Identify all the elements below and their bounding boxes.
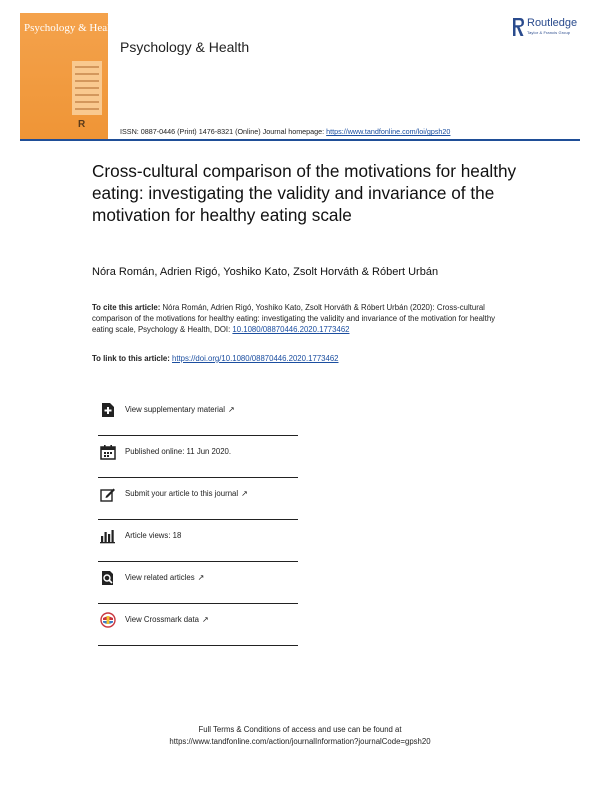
list-item-related[interactable] [98, 562, 298, 604]
list-item-crossmark[interactable] [98, 604, 298, 646]
citation-block [92, 302, 512, 335]
journal-cover [20, 13, 119, 139]
list-item-submit[interactable] [98, 478, 298, 520]
list-item-supplementary[interactable] [98, 394, 298, 436]
article-link-line [92, 354, 339, 363]
cite-label: To cite this article: [92, 303, 161, 312]
calendar-icon [100, 444, 116, 460]
search-document-icon [100, 570, 116, 586]
article-info-list [98, 394, 298, 646]
list-item-label: View Crossmark data [125, 615, 199, 624]
journal-homepage-link[interactable]: https://www.tandfonline.com/loi/gpsh20 [326, 127, 451, 136]
publisher-subtitle: Taylor & Francis Group [527, 30, 571, 35]
article-title: Cross-cultural comparison of the motivations for healthy eating: investigating the validity and invariance of the motivation for healthy eating scale [92, 161, 517, 225]
cite-text: Nóra Román, Adrien Rigó, Yoshiko Kato, Zsolt Horváth & Róbert Urbán (2020): Cross-cultural comparison of the motivations for healthy eating: investigating the validity and invariance of the motivation for healthy eating scale, Psychology & Health, DOI: [92, 303, 496, 334]
header-divider [20, 139, 580, 141]
external-link-icon: ↗ [227, 405, 235, 414]
list-item-published [98, 436, 298, 478]
cover-panel [72, 61, 102, 115]
list-item-label: View related articles [125, 573, 195, 582]
cover-title: Psychology & Health [24, 22, 119, 34]
routledge-icon [511, 16, 525, 38]
crossmark-icon [100, 612, 116, 628]
cover-logo-icon: R [78, 119, 86, 130]
link-label: To link to this article: [92, 354, 170, 363]
article-doi-link[interactable]: https://doi.org/10.1080/08870446.2020.1773462 [172, 354, 339, 363]
list-item-label: Submit your article to this journal [125, 489, 239, 498]
list-item-label: Published online: 11 Jun 2020. [125, 447, 232, 456]
publisher-name: Routledge [527, 17, 578, 29]
external-link-icon: ↗ [201, 615, 209, 624]
issn-line [120, 127, 450, 136]
external-link-icon: ↗ [197, 573, 205, 582]
list-item-label: Article views: 18 [125, 531, 182, 540]
cite-doi-link[interactable]: 10.1080/08870446.2020.1773462 [232, 325, 350, 334]
edit-icon [100, 486, 116, 502]
external-link-icon: ↗ [241, 489, 248, 498]
footer-url[interactable]: https://www.tandfonline.com/action/journalInformation?journalCode=gpsh20 [169, 737, 431, 746]
journal-name: Psychology & Health [120, 39, 250, 55]
issn-text: ISSN: 0887-0446 (Print) 1476-8321 (Online) Journal homepage: [120, 127, 325, 136]
plus-document-icon [100, 402, 116, 418]
article-authors: Nóra Román, Adrien Rigó, Yoshiko Kato, Zsolt Horváth & Róbert Urbán [92, 266, 439, 278]
footer-terms: Full Terms & Conditions of access and use can be found at [198, 725, 402, 734]
list-item-label: View supplementary material [125, 405, 225, 414]
footer [0, 724, 600, 748]
bar-chart-icon [100, 528, 116, 544]
list-item-views [98, 520, 298, 562]
